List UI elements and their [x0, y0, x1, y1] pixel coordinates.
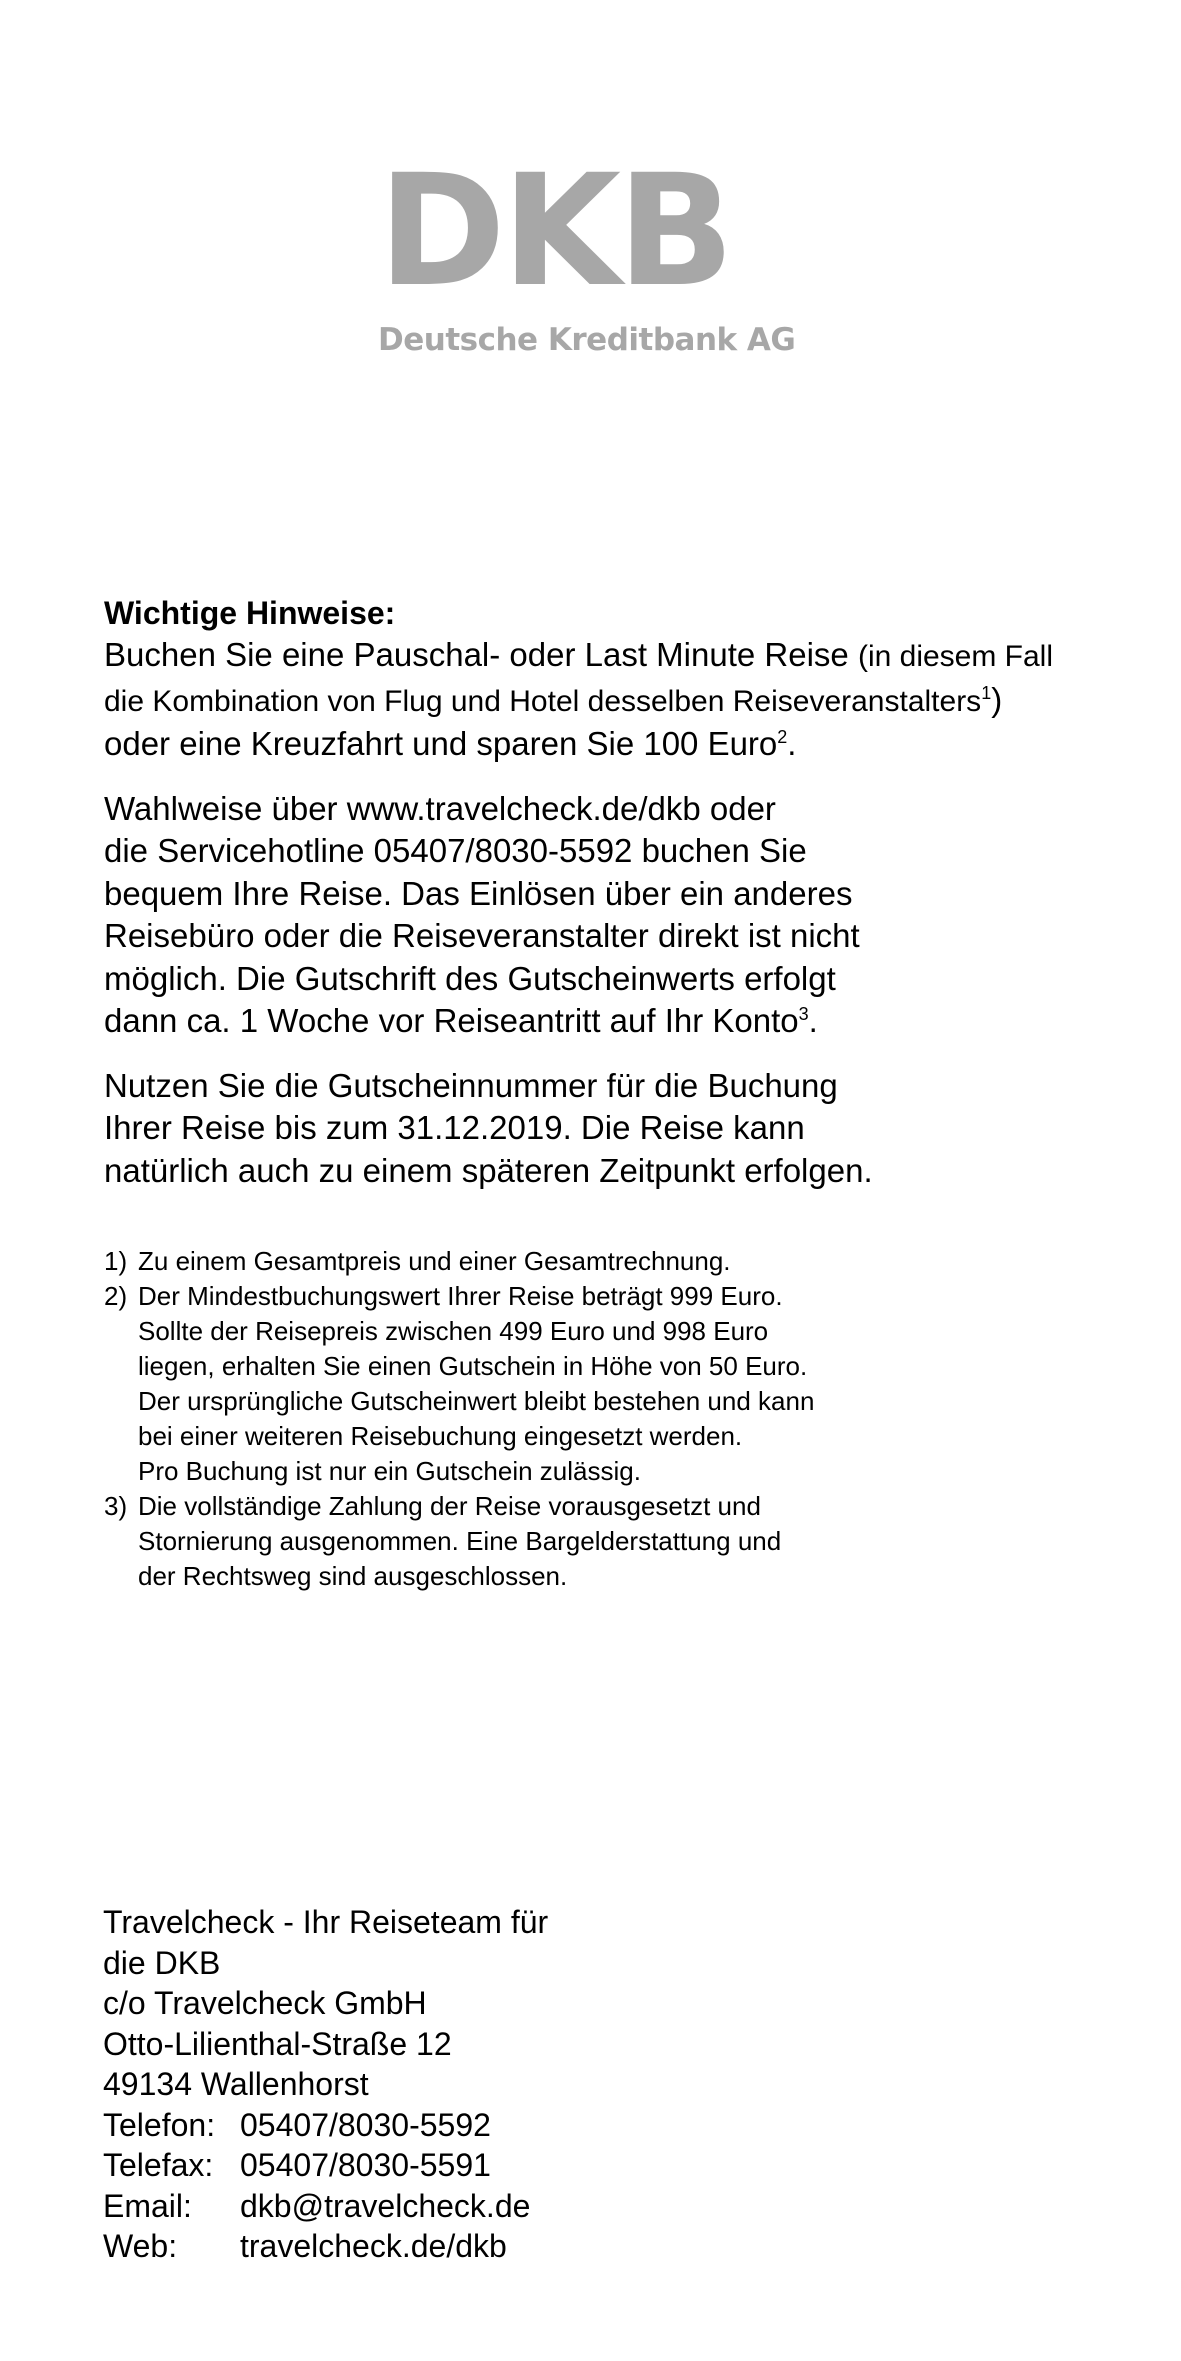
notice-heading: Wichtige Hinweise:: [104, 595, 396, 631]
web-link[interactable]: travelcheck.de/dkb: [240, 2228, 507, 2264]
fax-number: 05407/8030-5591: [240, 2147, 491, 2183]
footnote-2: [104, 1279, 1174, 1314]
paragraph-line: [104, 679, 1174, 724]
paragraph-line: Ihrer Reise bis zum 31.12.2019. Die Reise kann: [104, 1109, 805, 1146]
contact-web: [103, 2226, 548, 2267]
text-segment: .: [808, 1002, 818, 1039]
footnote-text: der Rechtsweg sind ausgeschlossen.: [138, 1561, 568, 1591]
phone-number[interactable]: 05407/8030-5592: [240, 2106, 491, 2143]
paragraph-voucher: [104, 1065, 1174, 1193]
paragraph-line: möglich. Die Gutschrift des Gutscheinwerts erfolgt: [104, 959, 836, 997]
text-segment-small: die Kombination von Flug und Hotel desselben Reiseveranstalters: [104, 684, 982, 718]
footnote-ref: 1: [981, 682, 992, 703]
paragraph-line: Nutzen Sie die Gutscheinnummer für die Buchung: [104, 1066, 838, 1104]
footnote-number: 3): [104, 1491, 128, 1521]
text-segment: oder eine Kreuzfahrt und sparen Sie 100 Euro: [104, 725, 778, 762]
notice-content: [104, 592, 1174, 1594]
text-segment: ): [991, 680, 1003, 718]
paragraph-line: natürlich auch zu einem späteren Zeitpunkt erfolgen.: [104, 1151, 873, 1189]
footnote-1: [104, 1244, 1174, 1279]
contact-label: Telefon:: [103, 2106, 216, 2143]
footnote-text: bei einer weiteren Reisebuchung eingesetzt werden.: [138, 1421, 743, 1451]
address-line: Travelcheck - Ihr Reiseteam für: [103, 1904, 549, 1940]
paragraph-line: die Servicehotline 05407/8030-5592 buchen Sie: [104, 832, 807, 869]
contact-address: [103, 1902, 548, 2267]
footnote-number: 2): [104, 1281, 128, 1311]
paragraph-line: Wahlweise über www.travelcheck.de/dkb oder: [104, 789, 776, 827]
address-line: 49134 Wallenhorst: [103, 2066, 369, 2102]
text-segment-small: (in diesem Fall: [857, 640, 1054, 673]
contact-label: Web:: [103, 2228, 178, 2264]
contact-phone: [103, 2105, 548, 2146]
footnote-ref: 2: [777, 727, 788, 747]
paragraph-line: [104, 723, 1174, 766]
paragraph-line: Reisebüro oder die Reiseveranstalter direkt ist nicht: [104, 917, 860, 954]
dkb-logo: [378, 142, 796, 358]
footnote-text: Stornierung ausgenommen. Eine Bargelderstattung und: [138, 1526, 782, 1556]
contact-fax: [103, 2145, 548, 2186]
paragraph-line: bequem Ihre Reise. Das Einlösen über ein anderes: [104, 874, 853, 912]
contact-label: Email:: [103, 2187, 192, 2224]
email-address[interactable]: dkb@travelcheck.de: [240, 2187, 531, 2224]
footnote-text: Der ursprüngliche Gutscheinwert bleibt bestehen und kann: [138, 1386, 815, 1416]
address-line: die DKB: [103, 1944, 221, 1981]
text-segment: Buchen Sie eine Pauschal- oder Last Minute Reise: [104, 636, 858, 673]
paragraph-line: [104, 1000, 1174, 1043]
address-line: Otto-Lilienthal-Straße 12: [103, 2025, 452, 2062]
address-line: c/o Travelcheck GmbH: [103, 1985, 427, 2021]
footnote-text: Pro Buchung ist nur ein Gutschein zulässig.: [138, 1456, 641, 1486]
text-segment: dann ca. 1 Woche vor Reiseantritt auf Ihr Konto: [104, 1002, 799, 1039]
contact-label: Telefax:: [103, 2147, 214, 2183]
footnote-text: liegen, erhalten Sie einen Gutschein in Höhe von 50 Euro.: [138, 1351, 808, 1381]
footnote-text: Sollte der Reisepreis zwischen 499 Euro und 998 Euro: [138, 1316, 769, 1346]
footnote-3: [104, 1489, 1174, 1524]
footnote-text: Der Mindestbuchungswert Ihrer Reise beträgt 999 Euro.: [138, 1281, 783, 1311]
footnote-text: Die vollständige Zahlung der Reise vorausgesetzt und: [138, 1491, 761, 1521]
footnote-ref: 3: [798, 1004, 809, 1024]
text-segment: .: [787, 725, 797, 762]
contact-email: [103, 2186, 548, 2227]
paragraph-offer: [104, 634, 1174, 766]
footnote-number: 1): [104, 1246, 128, 1276]
footnotes: [104, 1244, 1174, 1594]
footnote-text: Zu einem Gesamtpreis und einer Gesamtrechnung.: [138, 1246, 731, 1276]
logo-mark: DKB: [378, 142, 731, 321]
logo-bank-name: Deutsche Kreditbank AG: [378, 322, 796, 358]
paragraph-line: [104, 634, 1174, 679]
paragraph-booking: [104, 788, 1174, 1043]
